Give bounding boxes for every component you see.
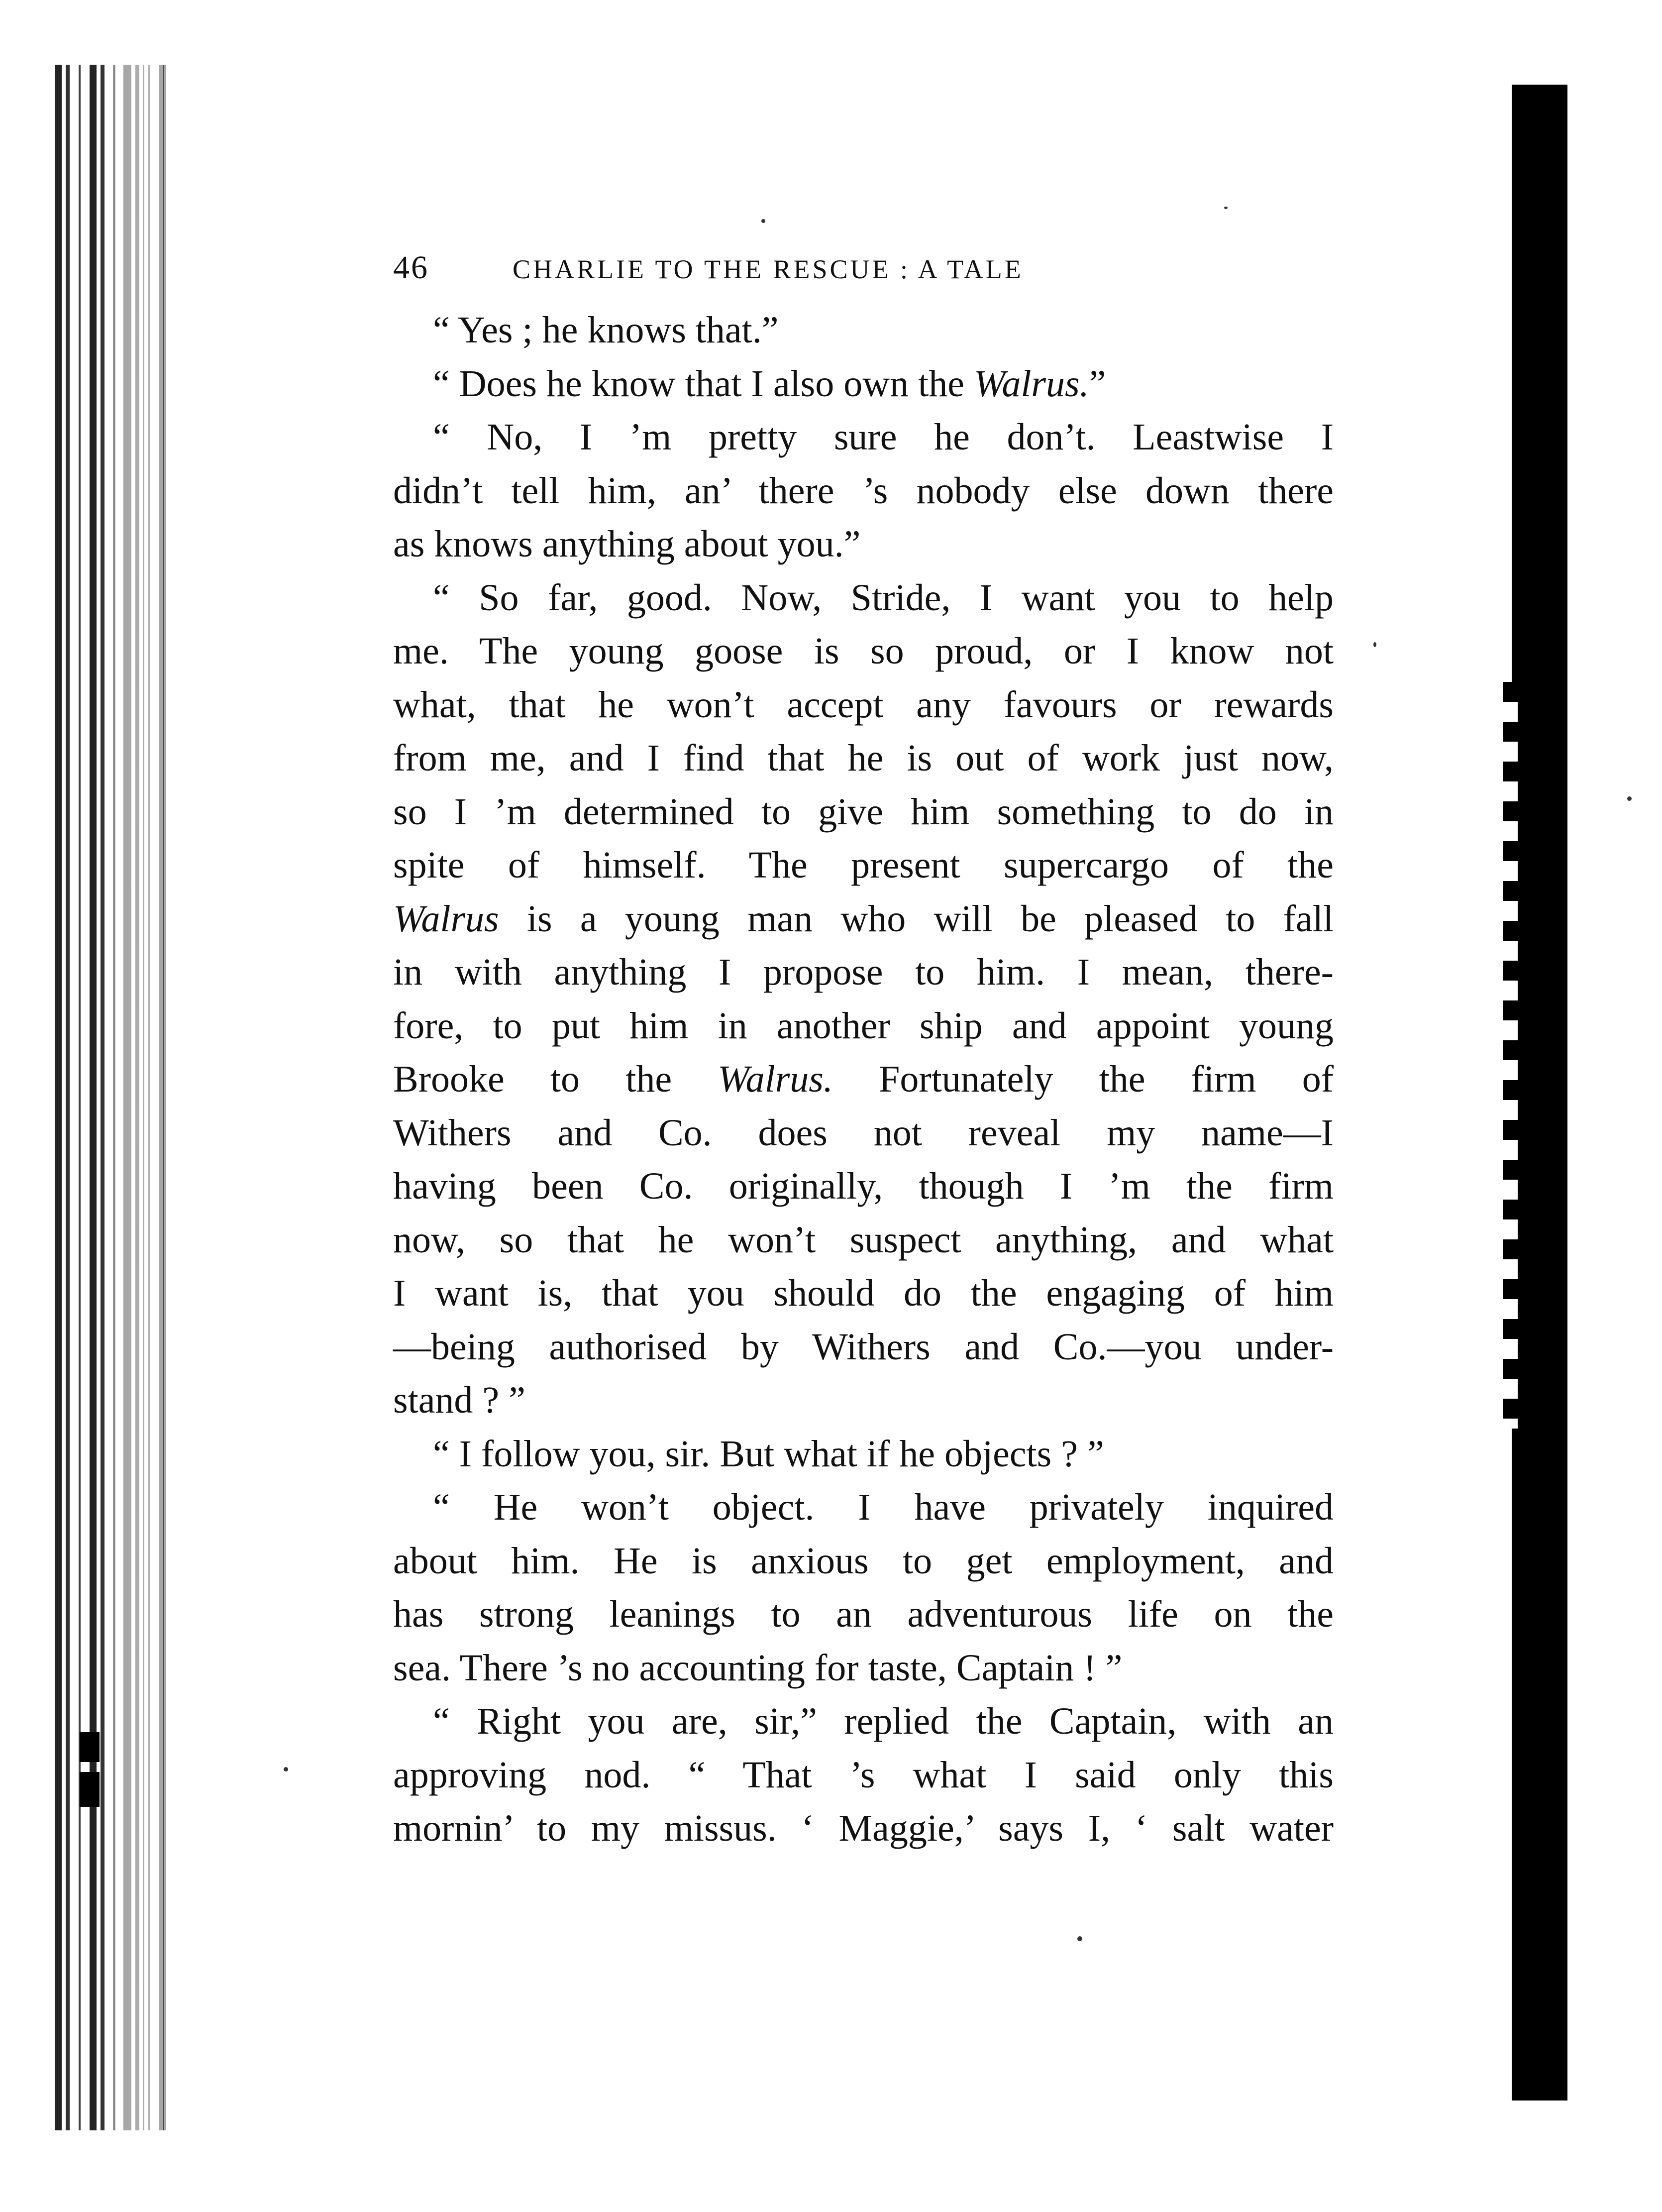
text-line: I want is, that you should do the engaging of him	[393, 1272, 1334, 1314]
italic-ship-name: Walrus.	[973, 362, 1089, 405]
scan-speck	[1224, 207, 1228, 209]
text-line: spite of himself. The present supercargo of the	[393, 844, 1334, 886]
text-segment: is a young man who will be pleased to fall	[499, 897, 1334, 940]
text-line	[393, 1053, 1334, 1106]
text-line: “ Right you are, sir,” replied the Captain, with an	[433, 1700, 1334, 1742]
italic-ship-name: Walrus	[393, 897, 499, 940]
text-line: —being authorised by Withers and Co.—you under-	[393, 1326, 1334, 1368]
text-line: “ Yes ; he knows that.”	[433, 309, 779, 351]
text-line: “ So far, good. Now, Stride, I want you to help	[433, 576, 1334, 619]
text-segment: ”	[1089, 362, 1106, 405]
text-line: “ I follow you, sir. But what if he objects ? ”	[433, 1433, 1104, 1475]
text-line: from me, and I find that he is out of work just now,	[393, 737, 1334, 779]
text-line: fore, to put him in another ship and appoint young	[393, 1004, 1334, 1047]
text-line: “ He won’t object. I have privately inquired	[433, 1486, 1334, 1528]
text-line: stand ? ”	[393, 1379, 525, 1421]
scan-binding-edge-right	[1503, 85, 1577, 2101]
scan-speck	[1627, 796, 1632, 801]
text-line: about him. He is anxious to get employment, and	[393, 1540, 1334, 1582]
text-line: Withers and Co. does not reveal my name—I	[393, 1111, 1334, 1154]
scan-speck	[1373, 642, 1376, 647]
scan-mark	[80, 1772, 100, 1807]
text-segment: Brooke to the	[393, 1058, 718, 1100]
scan-binding-edge-left	[55, 65, 169, 2130]
text-line: having been Co. originally, though I ’m the firm	[393, 1165, 1334, 1207]
text-line: in with anything I propose to him. I mean, there-	[393, 951, 1334, 993]
book-page	[393, 249, 1334, 1856]
text-line: sea. There ’s no accounting for taste, Captain ! ”	[393, 1647, 1123, 1689]
italic-ship-name: Walrus.	[718, 1058, 833, 1100]
text-line: “ No, I ’m pretty sure he don’t. Leastwise I	[433, 416, 1334, 458]
text-line: has strong leanings to an adventurous life on the	[393, 1593, 1334, 1635]
scan-mark	[80, 1732, 100, 1762]
text-line: approving nod. “ That ’s what I said only this	[393, 1754, 1334, 1796]
text-segment: Fortunately the firm of	[832, 1058, 1334, 1100]
running-head	[393, 249, 1334, 304]
text-line: now, so that he won’t suspect anything, and what	[393, 1218, 1334, 1261]
text-line: mornin’ to my missus. ‘ Maggie,’ says I, ‘ salt water	[393, 1807, 1334, 1849]
text-segment: “ Does he know that I also own the	[433, 362, 974, 405]
text-line: didn’t tell him, an’ there ’s nobody else down there	[393, 469, 1334, 512]
body-text	[393, 304, 1334, 1856]
text-line	[393, 357, 1334, 411]
text-line	[393, 892, 1334, 946]
scan-speck	[761, 219, 765, 223]
scan-speck	[1077, 1936, 1082, 1941]
text-line: what, that he won’t accept any favours or rewards	[393, 683, 1334, 726]
text-line: so I ’m determined to give him something to do in	[393, 790, 1334, 833]
running-head-title: CHARLIE TO THE RESCUE : A TALE	[513, 254, 1024, 284]
text-line: me. The young goose is so proud, or I know not	[393, 630, 1334, 672]
page-number: 46	[393, 249, 429, 286]
scan-speck	[284, 1767, 288, 1771]
text-line: as knows anything about you.”	[393, 523, 861, 565]
